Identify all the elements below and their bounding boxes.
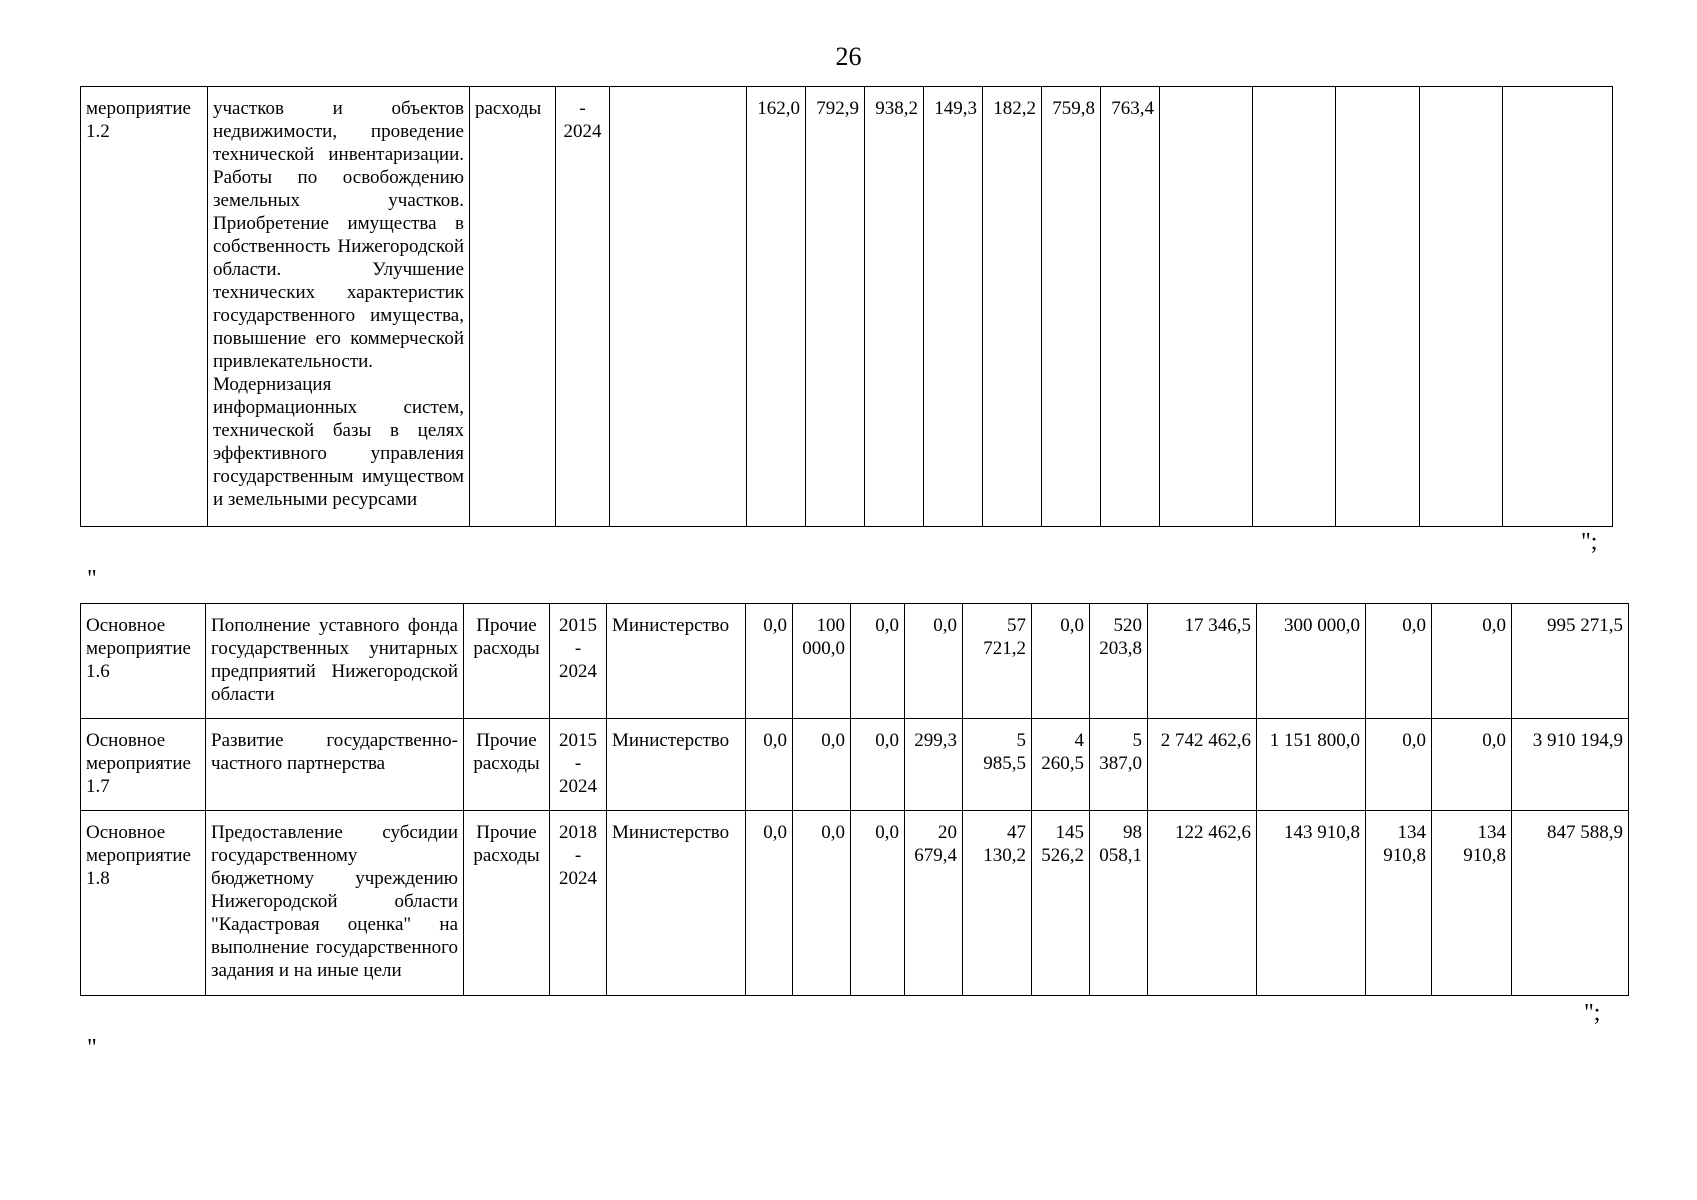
value-cell: 3 910 194,9 [1512,719,1629,811]
value-cell: 5 985,5 [963,719,1032,811]
value-cell: 2 742 462,6 [1148,719,1257,811]
value-cell: 0,0 [746,719,793,811]
closing-quote: "; [1581,529,1598,555]
executor-cell: Министерство [607,811,746,996]
value-cell [1160,87,1253,527]
measure-id-cell: мероприятие 1.2 [81,87,208,527]
opening-quote: " [87,1035,97,1061]
table-row [81,719,1629,811]
value-cell: 847 588,9 [1512,811,1629,996]
value-cell: 0,0 [1432,604,1512,719]
value-cell: 520 203,8 [1090,604,1148,719]
program-table [80,603,1629,996]
period-cell: 2015 - 2024 [550,719,607,811]
value-cell: 0,0 [1366,719,1432,811]
value-cell: 0,0 [1032,604,1090,719]
period-cell: 2015 - 2024 [550,604,607,719]
value-cell: 0,0 [1432,719,1512,811]
value-cell: 182,2 [983,87,1042,527]
value-cell: 0,0 [851,719,905,811]
value-cell: 20 679,4 [905,811,963,996]
table-row [81,811,1629,996]
value-cell [1503,87,1613,527]
value-cell: 995 271,5 [1512,604,1629,719]
period-cell: 2018 - 2024 [550,811,607,996]
measure-description-cell: участков и объектов недвижимости, проведение технической инвентаризации. Работы по освобождению земельных участков. Приобретение имущества в собственность Нижегородской области. Улучшение технических характеристик государственного имущества, повышение его коммерческой привлекательности. Модернизация информационных систем, технической базы в целях эффективного управления государственным имуществом и земельными ресурсами [208,87,470,527]
expense-type-cell: Прочие расходы [464,811,550,996]
value-cell: 0,0 [1366,604,1432,719]
page-number: 26 [835,42,862,71]
value-cell: 299,3 [905,719,963,811]
value-cell: 0,0 [851,604,905,719]
value-cell: 4 260,5 [1032,719,1090,811]
value-cell [1420,87,1503,527]
expense-type-cell: Прочие расходы [464,604,550,719]
measure-id-cell: Основное мероприятие 1.8 [81,811,206,996]
value-cell: 0,0 [746,811,793,996]
executor-cell [610,87,747,527]
value-cell: 134 910,8 [1432,811,1512,996]
value-cell: 759,8 [1042,87,1101,527]
value-cell: 47 130,2 [963,811,1032,996]
value-cell: 57 721,2 [963,604,1032,719]
value-cell: 1 151 800,0 [1257,719,1366,811]
value-cell: 300 000,0 [1257,604,1366,719]
closing-quote: "; [1584,1000,1601,1026]
executor-cell: Министерство [607,719,746,811]
value-cell: 0,0 [905,604,963,719]
value-cell: 162,0 [747,87,806,527]
value-cell: 122 462,6 [1148,811,1257,996]
measure-id-cell: Основное мероприятие 1.7 [81,719,206,811]
value-cell: 0,0 [793,719,851,811]
measure-id-cell: Основное мероприятие 1.6 [81,604,206,719]
value-cell: 143 910,8 [1257,811,1366,996]
expense-type-cell: расходы [470,87,556,527]
expense-type-cell: Прочие расходы [464,719,550,811]
value-cell: 0,0 [851,811,905,996]
table-row [81,604,1629,719]
table-row [81,87,1613,527]
value-cell: 134 910,8 [1366,811,1432,996]
value-cell [1253,87,1336,527]
period-cell: - 2024 [556,87,610,527]
value-cell [1336,87,1420,527]
value-cell: 5 387,0 [1090,719,1148,811]
value-cell: 0,0 [793,811,851,996]
opening-quote: " [87,566,97,592]
value-cell: 938,2 [865,87,924,527]
program-table-continuation [80,86,1613,527]
value-cell: 98 058,1 [1090,811,1148,996]
measure-description-cell: Развитие государственно-частного партнерства [206,719,464,811]
value-cell: 0,0 [746,604,793,719]
measure-description-cell: Предоставление субсидии государственному бюджетному учреждению Нижегородской области "Кадастровая оценка" на выполнение государственного задания и на иные цели [206,811,464,996]
value-cell: 145 526,2 [1032,811,1090,996]
value-cell: 149,3 [924,87,983,527]
value-cell: 17 346,5 [1148,604,1257,719]
executor-cell: Министерство [607,604,746,719]
value-cell: 763,4 [1101,87,1160,527]
value-cell: 100 000,0 [793,604,851,719]
value-cell: 792,9 [806,87,865,527]
measure-description-cell: Пополнение уставного фонда государственных унитарных предприятий Нижегородской области [206,604,464,719]
